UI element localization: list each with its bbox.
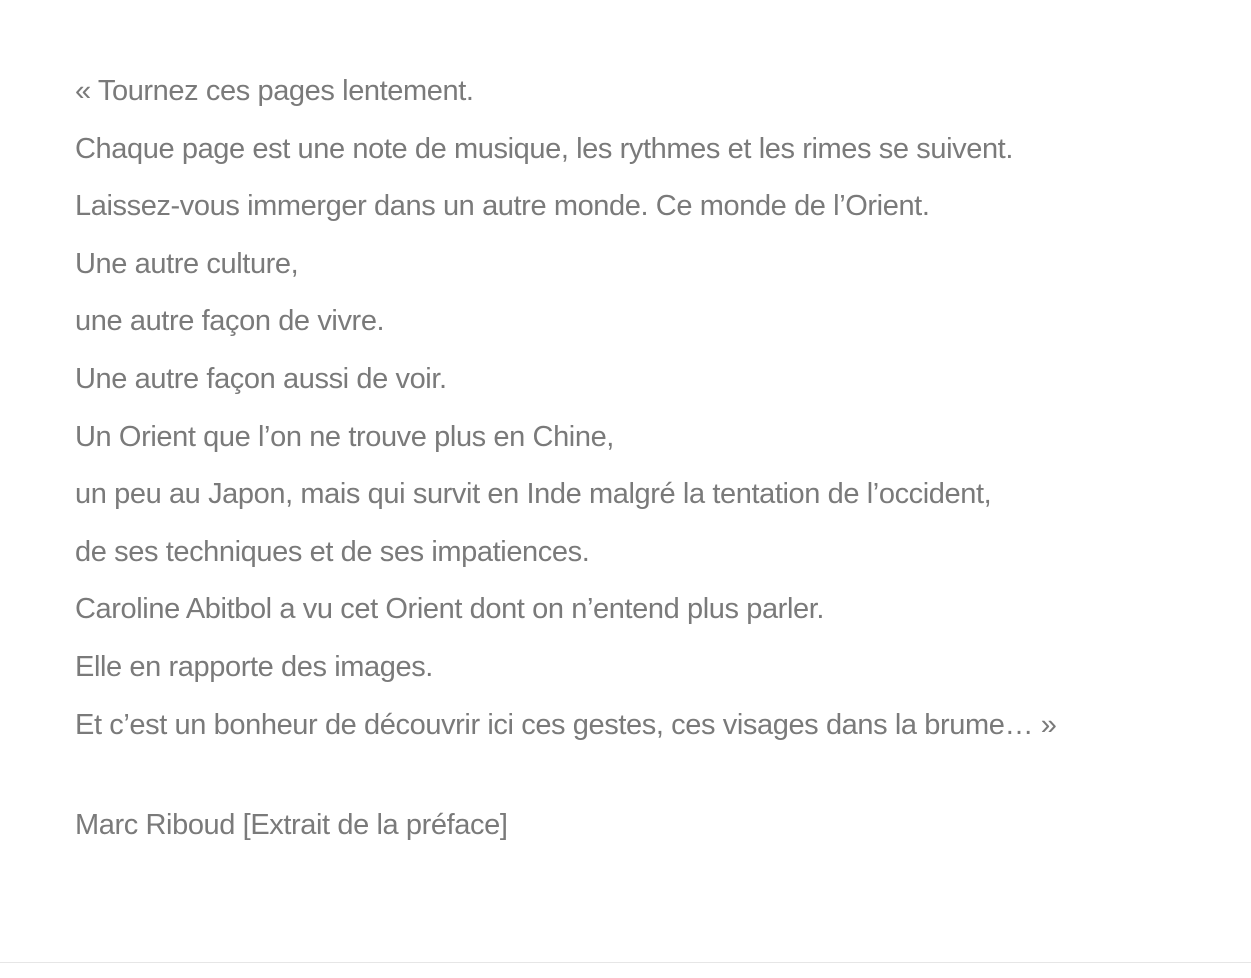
quote-attribution: Marc Riboud [Extrait de la préface] <box>75 809 508 842</box>
quote-line: un peu au Japon, mais qui survit en Inde malgré la tentation de l’occident, <box>75 478 992 511</box>
quote-line: Caroline Abitbol a vu cet Orient dont on n’entend plus parler. <box>75 593 825 626</box>
footer-divider <box>0 962 1251 963</box>
quote-line: Chaque page est une note de musique, les rythmes et les rimes se suivent. <box>75 132 1013 165</box>
quote-line: Laissez-vous immerger dans un autre monde. Ce monde de l’Orient. <box>75 190 930 223</box>
quote-line: Un Orient que l’on ne trouve plus en Chine, <box>75 420 614 453</box>
quote-line: Et c’est un bonheur de découvrir ici ces gestes, ces visages dans la brume… » <box>75 708 1057 741</box>
quote-line: « Tournez ces pages lentement. <box>75 75 474 107</box>
quote-line: Elle en rapporte des images. <box>75 650 433 683</box>
preface-quote <box>75 69 1225 760</box>
quote-line: une autre façon de vivre. <box>75 305 385 338</box>
quote-line: Une autre culture, <box>75 247 299 280</box>
quote-line: de ses techniques et de ses impatiences. <box>75 535 590 568</box>
quote-line: Une autre façon aussi de voir. <box>75 362 447 395</box>
preface-excerpt <box>75 69 1225 847</box>
